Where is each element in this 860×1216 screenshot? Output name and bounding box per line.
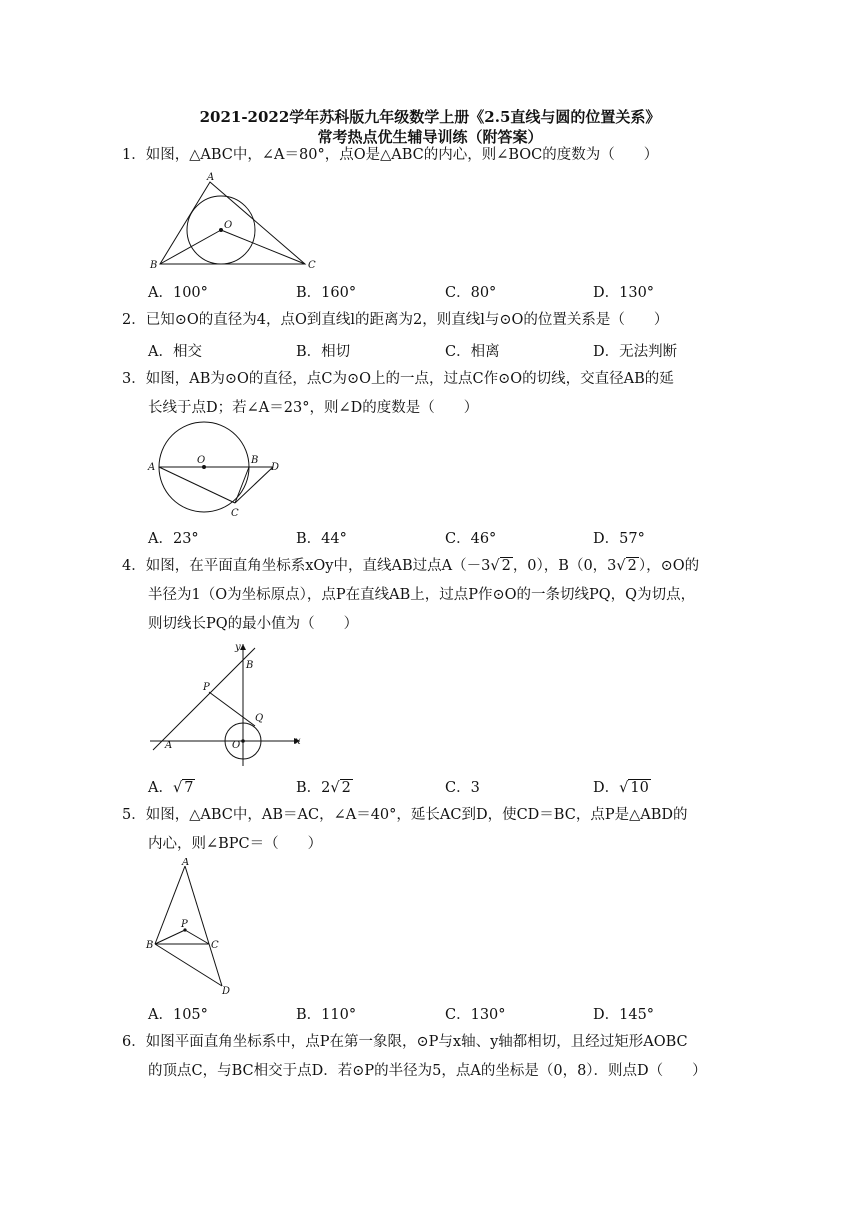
sqrt-2: √ 2 xyxy=(616,558,637,574)
label-B: B xyxy=(251,455,259,466)
label-x: x xyxy=(295,736,301,747)
label-D: D xyxy=(271,462,280,473)
question-text: 如图，AB为⊙O的直径，点C为⊙O上的一点，过点C作⊙O的切线，交直径AB的延 xyxy=(145,371,674,387)
option-c: C．130° xyxy=(445,1007,506,1023)
figure-q3 xyxy=(145,420,290,520)
option-c: C．80° xyxy=(445,285,497,301)
label-A: A xyxy=(165,740,173,751)
page-title: 2021-2022学年苏科版九年级数学上册《2.5直线与圆的位置关系》 xyxy=(199,108,661,126)
question-1 xyxy=(122,145,658,165)
option-d: D．√ 10 xyxy=(593,780,649,796)
option-b: B．110° xyxy=(296,1007,357,1023)
figure-q1 xyxy=(145,170,325,275)
question-2 xyxy=(122,310,668,330)
option-d: D．130° xyxy=(593,285,655,301)
question-3-line2: 长线于点D；若∠A＝23°，则∠D的度数是（ ） xyxy=(148,400,479,416)
option-b: B．44° xyxy=(296,531,347,547)
option-c: C．3 xyxy=(445,780,480,796)
question-text: 如图平面直角坐标系中，点P在第一象限，⊙P与x轴、y轴都相切，且经过矩形AOBC xyxy=(145,1034,688,1050)
figure-q4 xyxy=(145,640,305,768)
question-number: 6． xyxy=(122,1034,146,1050)
question-6 xyxy=(122,1032,688,1052)
sqrt-2: √ 2 xyxy=(490,558,511,574)
label-P: P xyxy=(203,682,210,693)
question-4: 4．如图，在平面直角坐标系xOy中，直线AB过点A（－3√ 2 ，0），B（0，3√ 2 ），⊙O的 xyxy=(122,558,700,574)
question-text: 如图，在平面直角坐标系xOy中，直线AB过点A（－3 xyxy=(145,558,491,574)
question-5-line2: 内心，则∠BPC＝（ ） xyxy=(148,836,323,852)
label-A: A xyxy=(207,172,215,183)
label-A: A xyxy=(148,462,156,473)
label-B: B xyxy=(150,260,158,271)
question-5 xyxy=(122,805,687,825)
question-number: 5． xyxy=(122,807,146,823)
option-b: B．160° xyxy=(296,285,357,301)
option-a: A．√ 7 xyxy=(148,780,194,796)
figure-q5 xyxy=(145,858,240,998)
label-B: B xyxy=(146,940,154,951)
label-B: B xyxy=(246,660,254,671)
question-text: 如图，△ABC中，∠A＝80°，点O是△ABC的内心，则∠BOC的度数为（ ） xyxy=(145,147,659,163)
question-number: 3． xyxy=(122,371,146,387)
option-b: B．相切 xyxy=(296,344,351,360)
option-a: A．100° xyxy=(148,285,208,301)
label-C: C xyxy=(308,260,316,271)
option-a: A．105° xyxy=(148,1007,208,1023)
label-y: y xyxy=(235,642,241,653)
question-number: 2． xyxy=(122,312,146,328)
option-a: A．相交 xyxy=(148,344,202,360)
label-A: A xyxy=(182,858,190,868)
question-3 xyxy=(122,369,674,389)
option-c: C．46° xyxy=(445,531,497,547)
option-a: A．23° xyxy=(148,531,199,547)
option-d: D．145° xyxy=(593,1007,655,1023)
option-d: D．57° xyxy=(593,531,645,547)
label-Q: Q xyxy=(255,713,264,724)
question-4-line2: 半径为1（O为坐标原点），点P在直线AB上，过点P作⊙O的一条切线PQ，Q为切点， xyxy=(148,587,696,603)
label-C: C xyxy=(211,940,219,951)
option-b: B．2√ 2 xyxy=(296,780,351,796)
option-c: C．相离 xyxy=(445,344,500,360)
question-text: 已知⊙O的直径为4，点O到直线l的距离为2，则直线l与⊙O的位置关系是（ ） xyxy=(145,312,669,328)
label-C: C xyxy=(231,508,239,519)
question-text: 如图，△ABC中，AB＝AC，∠A＝40°，延长AC到D，使CD＝BC，点P是△ABD的 xyxy=(145,807,688,823)
question-4-line3: 则切线长PQ的最小值为（ ） xyxy=(148,616,359,632)
label-O: O xyxy=(197,455,206,466)
question-number: 4． xyxy=(122,558,146,574)
question-number: 1． xyxy=(122,147,146,163)
option-d: D．无法判断 xyxy=(593,344,678,360)
question-6-line2: 的顶点C，与BC相交于点D．若⊙P的半径为5，点A的坐标是（0，8）．则点D（ ） xyxy=(148,1063,707,1079)
label-P: P xyxy=(181,919,188,930)
label-D: D xyxy=(222,986,231,997)
label-O: O xyxy=(224,220,233,231)
label-O: O xyxy=(232,740,241,751)
page-subtitle: 常考热点优生辅导训练（附答案） xyxy=(317,128,543,146)
